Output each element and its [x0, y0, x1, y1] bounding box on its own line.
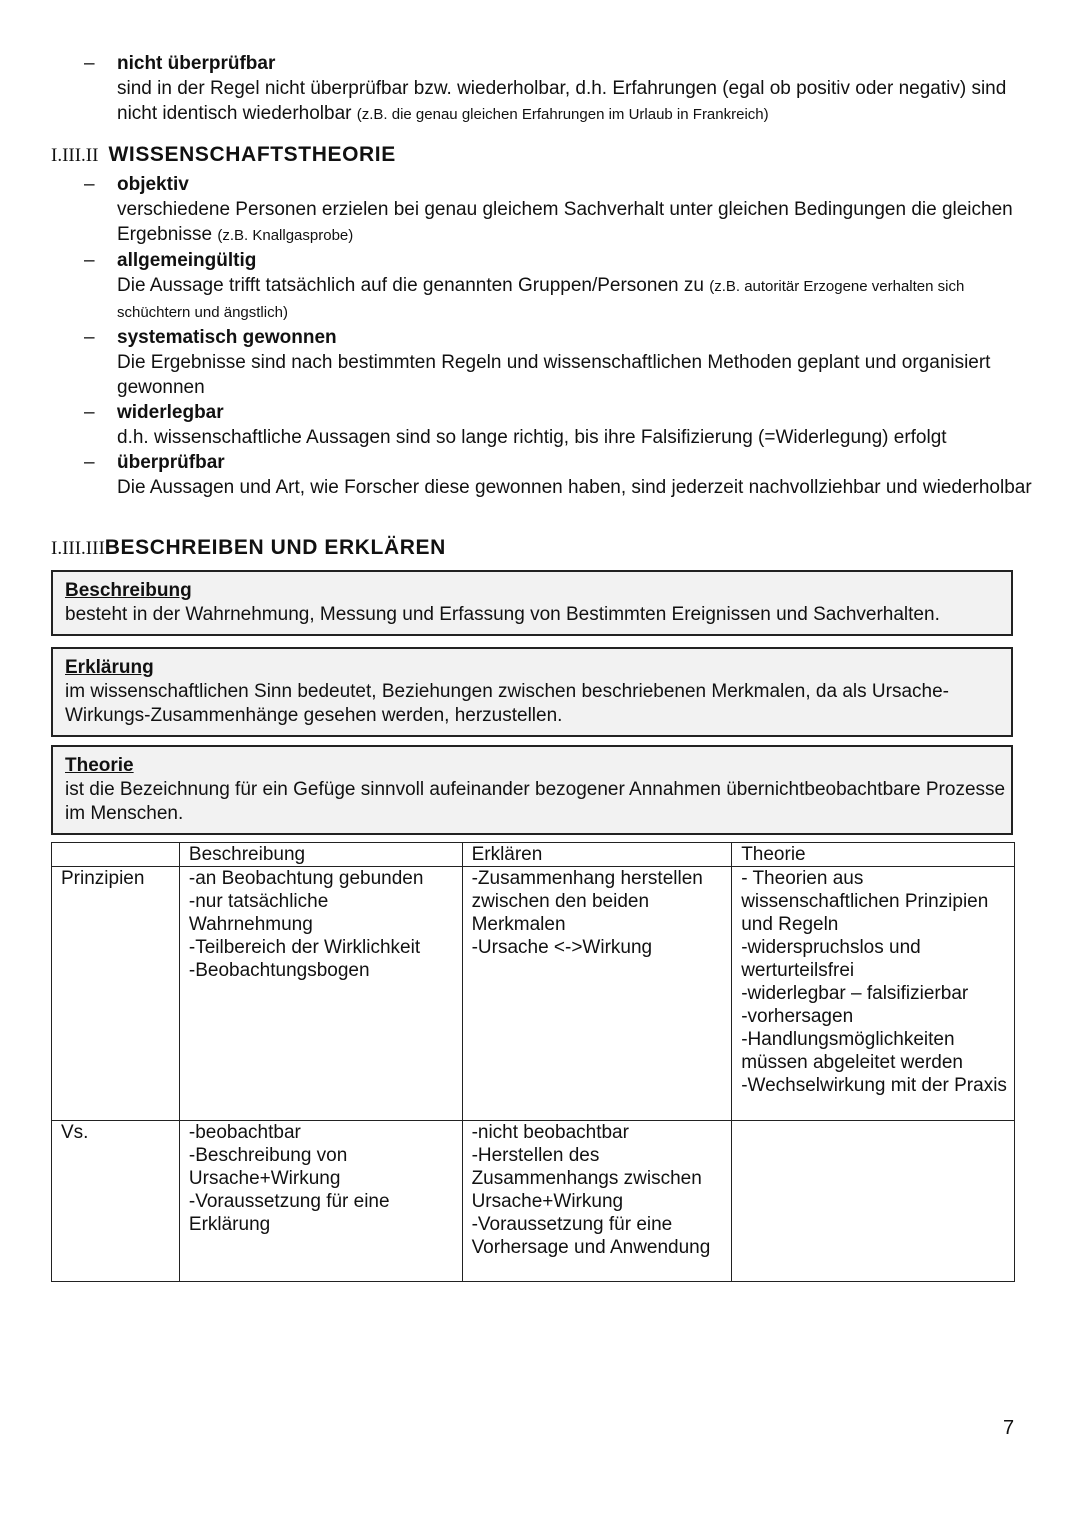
table-header-cell: Theorie	[732, 843, 1015, 867]
table-cell	[179, 1121, 462, 1282]
cell-line: -Teilbereich der Wirklichkeit	[188, 937, 421, 958]
cell-line: -Handlungsmöglichkeiten müssen abgeleitet werden	[741, 1029, 963, 1073]
section-heading-beschreiben-erklaeren	[51, 536, 446, 560]
item-example: (z.B. Knallgasprobe)	[217, 227, 354, 244]
table-cell	[462, 1121, 732, 1282]
list-item	[84, 248, 1034, 325]
item-example: (z.B. die genau gleichen Erfahrungen im Urlaub in Frankreich)	[356, 106, 769, 123]
cell-line: -Beobachtungsbogen	[188, 960, 370, 981]
dash-bullet: –	[84, 452, 95, 473]
table-cell-empty	[732, 1121, 1015, 1282]
cell-line: -Voraussetzung für eine Erklärung	[188, 1191, 390, 1235]
cell-line: -Beschreibung von Ursache+Wirkung	[188, 1145, 348, 1189]
table-cell	[179, 867, 462, 1121]
table-header-cell	[52, 843, 180, 867]
item-term: systematisch gewonnen	[117, 327, 337, 348]
list-item	[84, 172, 1034, 248]
box-text: ist die Bezeichnung für ein Gefüge sinnvoll aufeinander bezogener Annahmen übernichtbeobachtbare Prozesse im Menschen.	[65, 779, 1006, 824]
item-description	[117, 197, 1034, 248]
item-term: allgemeingültig	[117, 250, 257, 271]
section-title: WISSENSCHAFTSTHEORIE	[108, 143, 396, 166]
dash-bullet: –	[84, 174, 95, 195]
item-term: widerlegbar	[117, 402, 224, 423]
item-description: Die Ergebnisse sind nach bestimmten Regeln und wissenschaftlichen Methoden geplant und organisiert gewonnen	[117, 352, 991, 398]
cell-line: -nur tatsächliche Wahrnehmung	[188, 891, 329, 935]
cell-line: -Voraussetzung für eine Vorhersage und Anwendung	[471, 1214, 711, 1258]
list-item	[84, 51, 1034, 127]
cell-line: -Zusammenhang herstellen zwischen den beiden Merkmalen	[471, 868, 703, 935]
page-number: 7	[1003, 1417, 1015, 1439]
item-desc-text: verschiedene Personen erzielen bei genau gleichem Sachverhalt unter gleichen Bedingungen die gleichen Ergebnisse	[117, 199, 1013, 245]
section-number: I.III.II	[51, 145, 99, 166]
box-title: Theorie	[65, 755, 134, 776]
cell-line: -beobachtbar	[188, 1122, 301, 1143]
section-heading-wissenschaftstheorie	[51, 143, 396, 167]
item-description: Die Aussagen und Art, wie Forscher diese gewonnen haben, sind jederzeit nachvollziehbar und wiederholbar	[117, 477, 1032, 498]
box-text: im wissenschaftlichen Sinn bedeutet, Beziehungen zwischen beschriebenen Merkmalen, da als Ursache-Wirkungs-Zusammenhänge gesehen werden, herzustellen.	[65, 681, 949, 726]
item-term: objektiv	[117, 174, 189, 195]
table-header-row	[52, 843, 1015, 867]
section-number: I.III.III	[51, 538, 105, 559]
table-row	[52, 1121, 1015, 1282]
item-desc-text: sind in der Regel nicht überprüfbar bzw. wiederholbar, d.h. Erfahrungen (egal ob positiv oder negativ) sind nicht identisch wiederholbar	[117, 78, 1007, 124]
box-title: Beschreibung	[65, 580, 192, 601]
item-example: (z.B. autoritär Erzogene verhalten sich schüchtern und ängstlich)	[117, 278, 965, 321]
cell-line: -Ursache <->Wirkung	[471, 937, 653, 958]
item-description	[117, 273, 1034, 325]
item-desc-text: Die Aussage trifft tatsächlich auf die genannten Gruppen/Personen zu	[117, 275, 704, 296]
dash-bullet: –	[84, 402, 95, 423]
intro-list	[84, 51, 1034, 127]
table-row	[52, 867, 1015, 1121]
table-header-cell: Beschreibung	[179, 843, 462, 867]
criteria-list	[84, 172, 1034, 500]
definition-box-beschreibung	[51, 570, 1013, 636]
item-term: überprüfbar	[117, 452, 225, 473]
list-item	[84, 450, 1034, 500]
cell-line: -vorhersagen	[741, 1006, 854, 1027]
cell-line: -Herstellen des Zusammenhangs zwischen Ursache+Wirkung	[471, 1145, 702, 1212]
table-cell	[732, 867, 1015, 1121]
cell-line: -nicht beobachtbar	[471, 1122, 629, 1143]
box-text: besteht in der Wahrnehmung, Messung und Erfassung von Bestimmten Ereignissen und Sachverhalten.	[65, 604, 940, 625]
dash-bullet: –	[84, 327, 95, 348]
definition-box-erklaerung	[51, 647, 1013, 737]
cell-line: -widerlegbar – falsifizierbar	[741, 983, 969, 1004]
row-label: Vs.	[52, 1121, 180, 1282]
section-title: BESCHREIBEN UND ERKLÄREN	[104, 536, 446, 559]
list-item	[84, 400, 1034, 450]
comparison-table	[51, 842, 1015, 1282]
box-title: Erklärung	[65, 657, 154, 678]
list-item	[84, 325, 1034, 400]
table-header-cell: Erklären	[462, 843, 732, 867]
cell-line: -widerspruchslos und werturteilsfrei	[741, 937, 921, 981]
dash-bullet: –	[84, 53, 95, 74]
cell-line: - Theorien aus wissenschaftlichen Prinzipien und Regeln	[741, 868, 989, 935]
item-description	[117, 76, 1034, 127]
cell-line: -Wechselwirkung mit der Praxis	[741, 1075, 1007, 1096]
cell-line: -an Beobachtung gebunden	[188, 868, 424, 889]
row-label: Prinzipien	[52, 867, 180, 1121]
dash-bullet: –	[84, 250, 95, 271]
item-description: d.h. wissenschaftliche Aussagen sind so lange richtig, bis ihre Falsifizierung (=Widerlegung) erfolgt	[117, 427, 947, 448]
item-term: nicht überprüfbar	[117, 53, 276, 74]
table-cell	[462, 867, 732, 1121]
definition-box-theorie	[51, 745, 1013, 835]
